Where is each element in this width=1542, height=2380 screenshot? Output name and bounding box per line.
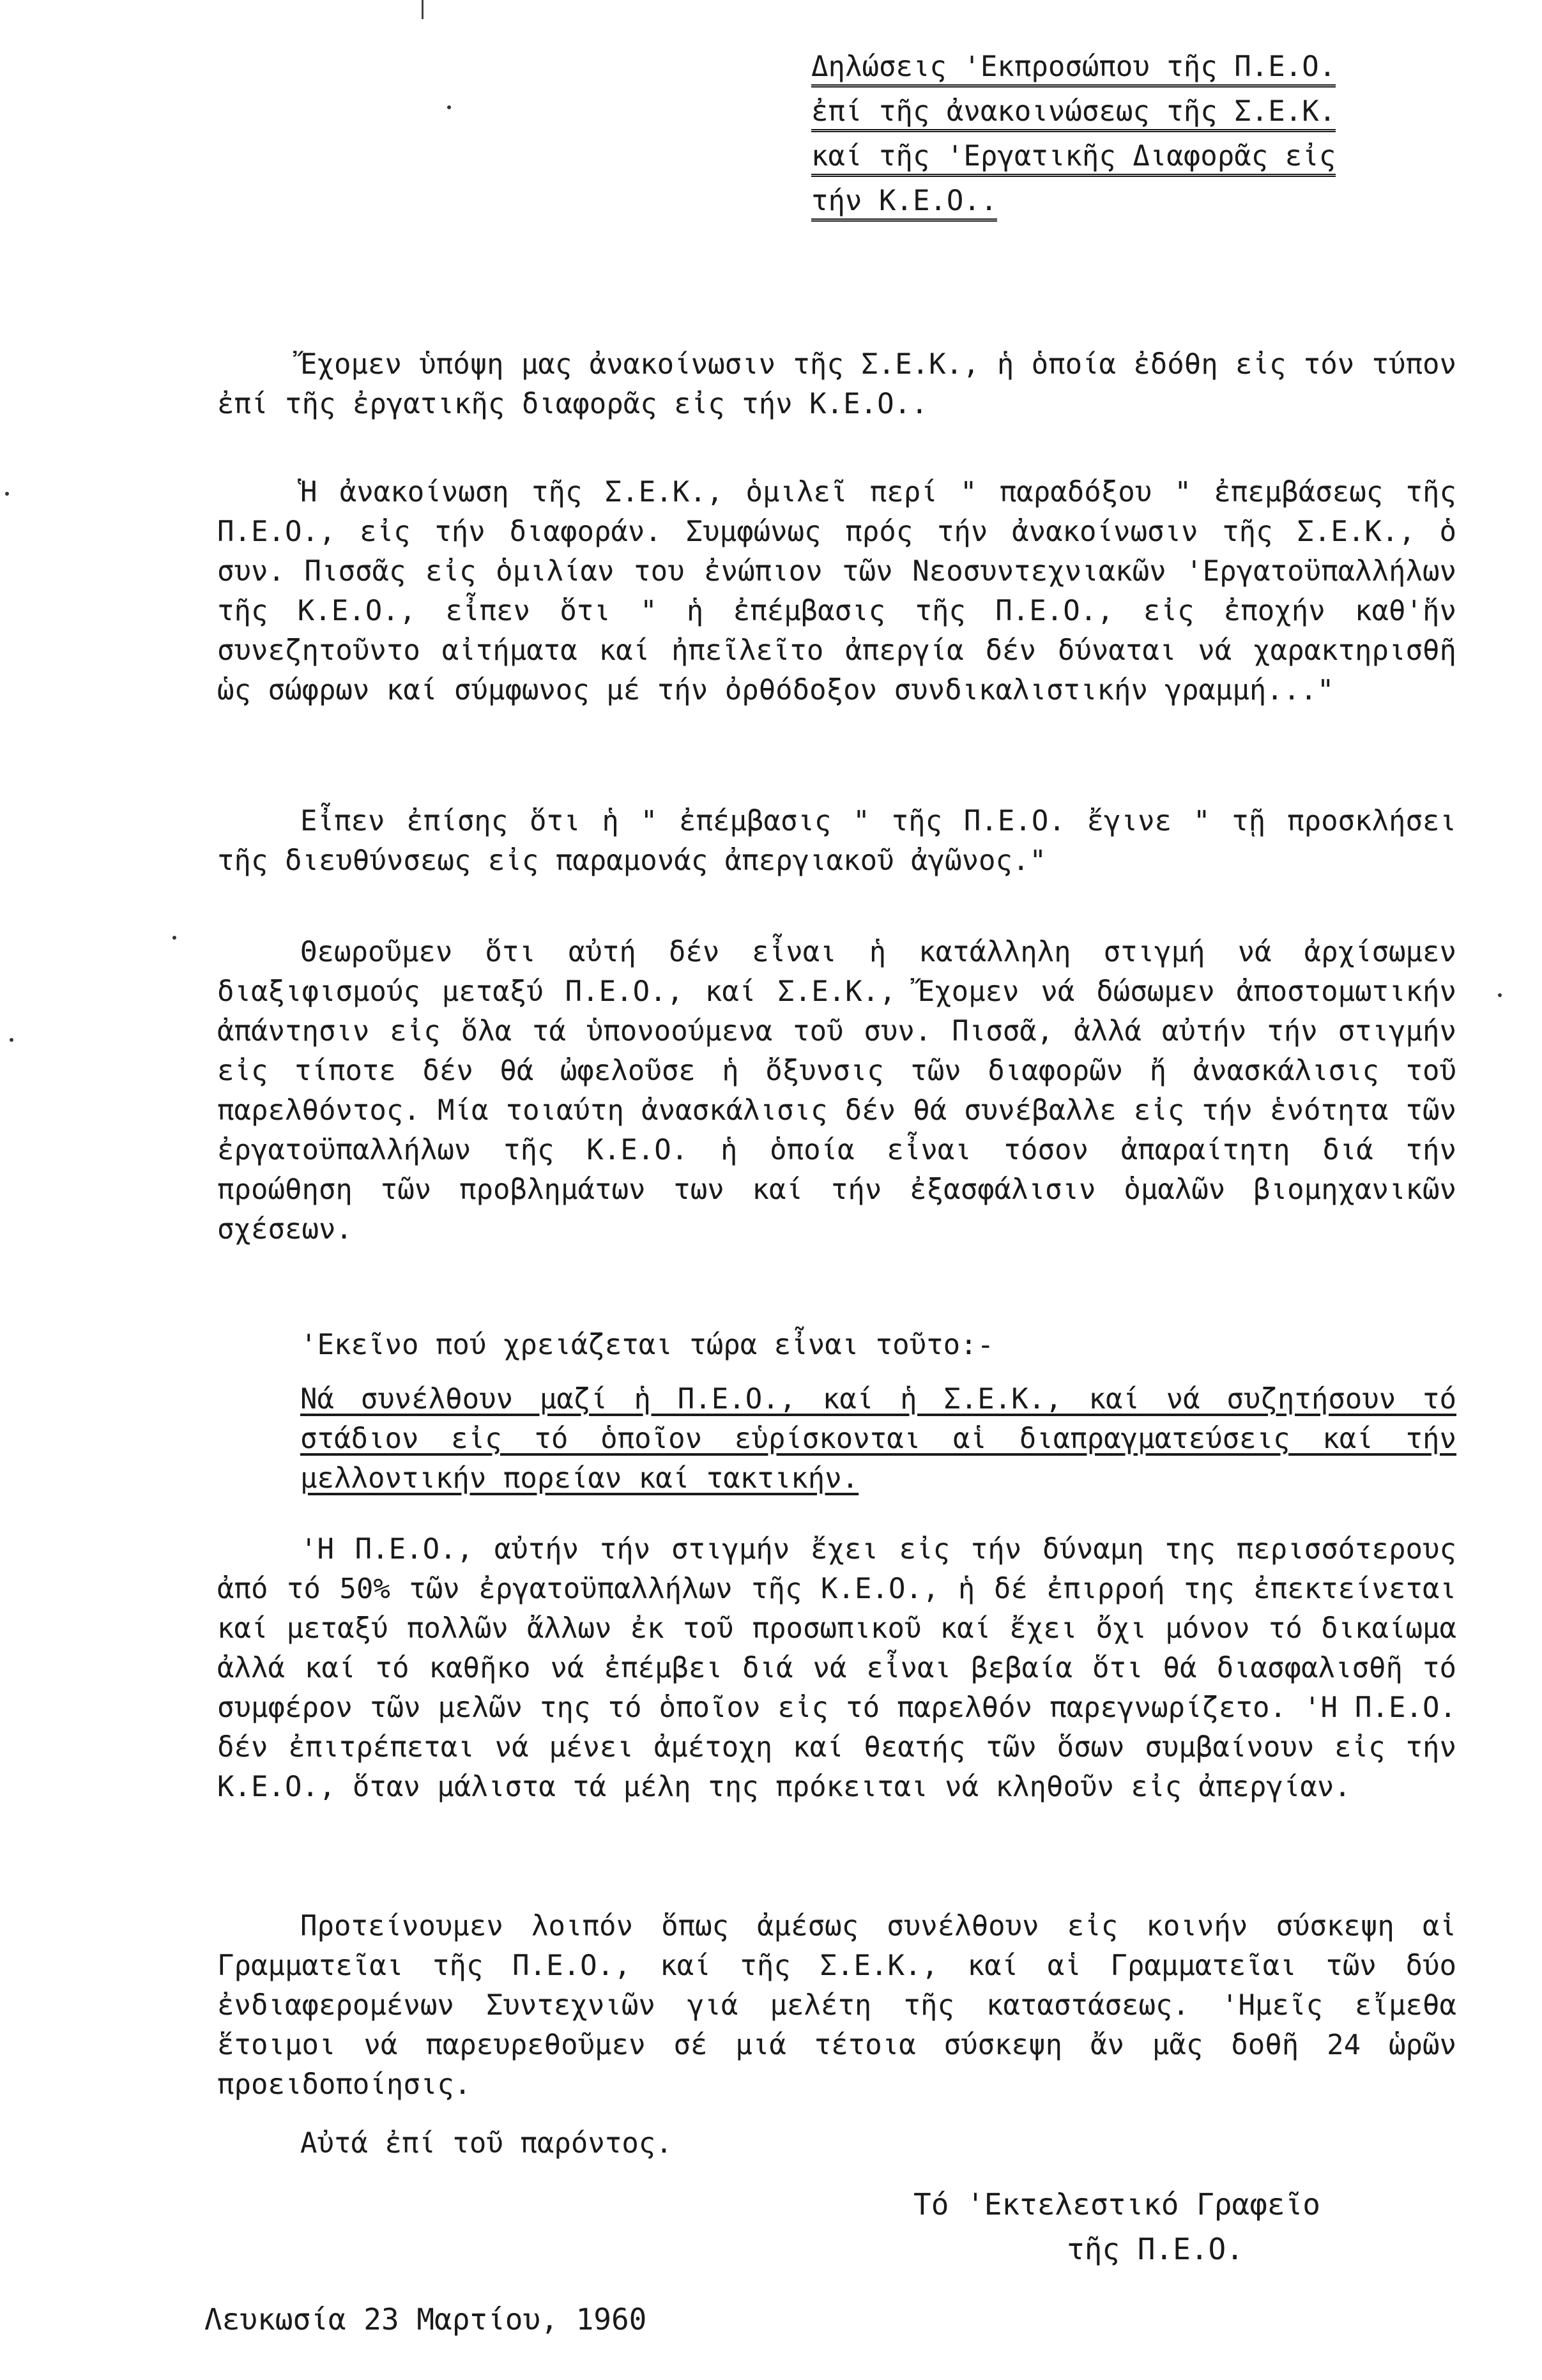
heading-line-4-text: τήν Κ.Ε.Ο..: [811, 185, 997, 222]
paragraph-5: 'Εκεῖνο πού χρειάζεται τώρα εἶναι τοῦτο:-: [300, 1329, 995, 1361]
paragraph-1: Ἔχομεν ὑπόψη μας ἀνακοίνωσιν τῆς Σ.Ε.Κ., ἡ ὁποία ἐδόθη εἰς τόν τύπον ἐπί τῆς ἐργατικῆς διαφορᾶς εἰς τήν Κ.Ε.Ο..: [217, 348, 1456, 420]
signature-line-1: Τό 'Εκτελεστικό Γραφεῖο: [913, 2187, 1320, 2222]
heading-line-1: [811, 45, 1424, 89]
heading-line-3: [811, 134, 1424, 179]
place-date: Λευκωσία 23 Μαρτίου, 1960: [204, 2302, 647, 2337]
scan-speck: [172, 936, 176, 940]
paragraph-8: Προτείνουμεν λοιπόν ὅπως ἀμέσως συνέλθουν εἰς κοινήν σύσκεψη αἱ Γραμματεῖαι τῆς Π.Ε.Ο., καί τῆς Σ.Ε.Κ., καί αἱ Γραμματεῖαι τῶν δύο ἐνδιαφερομένων Συντεχνιῶν γιά μελέτη τῆς καταστάσεως. 'Ημεῖς εἴμεθα ἕτοιμοι νά παρευρεθοῦμεν σέ μιά τέτοια σύσκεψη ἄν μᾶς δοθῆ 24 ὡρῶν προειδοποίησις.: [217, 1910, 1456, 2101]
heading-line-3-text: καί τῆς 'Εργατικῆς Διαφορᾶς εἰς: [811, 140, 1336, 177]
heading-line-2: [811, 89, 1424, 134]
scan-mark: [422, 0, 424, 19]
paragraph-3: Εἶπεν ἐπίσης ὅτι ἡ " ἐπέμβασις " τῆς Π.Ε.Ο. ἔγινε " τῇ προσκλήσει τῆς διευθύνσεως εἰς παραμονάς ἀπεργιακοῦ ἀγῶνος.": [217, 805, 1456, 877]
paragraph-2: Ἡ ἀνακοίνωση τῆς Σ.Ε.Κ., ὁμιλεῖ περί " παραδόξου " ἐπεμβάσεως τῆς Π.Ε.Ο., εἰς τήν διαφοράν. Συμφώνως πρός τήν ἀνακοίνωσιν τῆς Σ.Ε.Κ., ὁ συν. Πισσᾶς εἰς ὁμιλίαν του ἐνώπιον τῶν Νεοσυντεχνιακῶν 'Εργατοϋπαλλήλων τῆς Κ.Ε.Ο., εἶπεν ὅτι " ἡ ἐπέμβασις τῆς Π.Ε.Ο., εἰς ἐποχήν καθ'ἥν συνεζητοῦντο αἰτήματα καί ἠπεῖλεῖτο ἀπεργία δέν δύναται νά χαρακτηρισθῆ ὡς σώφρων καί σύμφωνος μέ τήν ὀρθόδοξον συνδικαλιστικήν γραμμή...": [217, 476, 1456, 706]
heading-line-1-text: Δηλώσεις 'Εκπροσώπου τῆς Π.Ε.Ο.: [811, 50, 1336, 88]
paragraph-4: Θεωροῦμεν ὅτι αὐτή δέν εἶναι ἡ κατάλληλη στιγμή νά ἀρχίσωμεν διαξιφισμούς μεταξύ Π.Ε.Ο., καί Σ.Ε.Κ., Ἔχομεν νά δώσωμεν ἀποστομωτικήν ἀπάντησιν εἰς ὅλα τά ὑπονοούμενα τοῦ συν. Πισσᾶ, ἀλλά αὐτήν τήν στιγμήν εἰς τίποτε δέν θά ὠφελοῦσε ἡ ὄξυνσις τῶν διαφορῶν ἤ ἀνασκάλισις τοῦ παρελθόντος. Μία τοιαύτη ἀνασκάλισις δέν θά συνέβαλλε εἰς τήν ἑνότητα τῶν ἐργατοϋπαλλήλων τῆς Κ.Ε.Ο. ἡ ὁποία εἶναι τόσον ἀπαραίτητη διά τήν προώθηση τῶν προβλημάτων των καί τήν ἐξασφάλισιν ὁμαλῶν βιομηχανικῶν σχέσεων.: [217, 936, 1456, 1246]
document-heading: [811, 45, 1424, 224]
paragraph-9: Αὐτά ἐπί τοῦ παρόντος.: [300, 2127, 673, 2160]
scan-speck: [5, 492, 9, 496]
heading-line-4: [811, 179, 1424, 224]
scan-speck: [447, 105, 451, 109]
heading-line-2-text: ἐπί τῆς ἀνακοινώσεως τῆς Σ.Ε.Κ.: [811, 95, 1336, 132]
signature-line-2: τῆς Π.Ε.Ο.: [1067, 2232, 1244, 2266]
paragraph-7: 'Η Π.Ε.Ο., αὐτήν τήν στιγμήν ἔχει εἰς τήν δύναμη της περισσότερους ἀπό τό 50% τῶν ἐργατοϋπαλλήλων τῆς Κ.Ε.Ο., ἡ δέ ἐπιρροή της ἐπεκτείνεται καί μεταξύ πολλῶν ἄλλων ἐκ τοῦ προσωπικοῦ καί ἔχει ὄχι μόνον τό δικαίωμα ἀλλά καί τό καθῆκο νά ἐπέμβει διά νά εἶναι βεβαία ὅτι θά διασφαλισθῆ τό συμφέρον τῶν μελῶν της τό ὁποῖον εἰς τό παρελθόν παρεγνωρίζετο. 'Η Π.Ε.Ο. δέν ἐπιτρέπεται νά μένει ἀμέτοχη καί θεατής τῶν ὅσων συμβαίνουν εἰς τήν Κ.Ε.Ο., ὅταν μάλιστα τά μέλη της πρόκειται νά κληθοῦν εἰς ἀπεργίαν.: [217, 1533, 1456, 1803]
scan-speck: [1498, 993, 1502, 997]
paragraph-6-underlined: Νά συνέλθουν μαζί ἡ Π.Ε.Ο., καί ἡ Σ.Ε.Κ., καί νά συζητήσουν τό στάδιον εἰς τό ὁποῖον εὑρίσκονται αἱ διαπραγματεύσεις καί τήν μελλοντικήν πορείαν καί τακτικήν.: [300, 1383, 1456, 1495]
scan-speck: [10, 1038, 13, 1042]
